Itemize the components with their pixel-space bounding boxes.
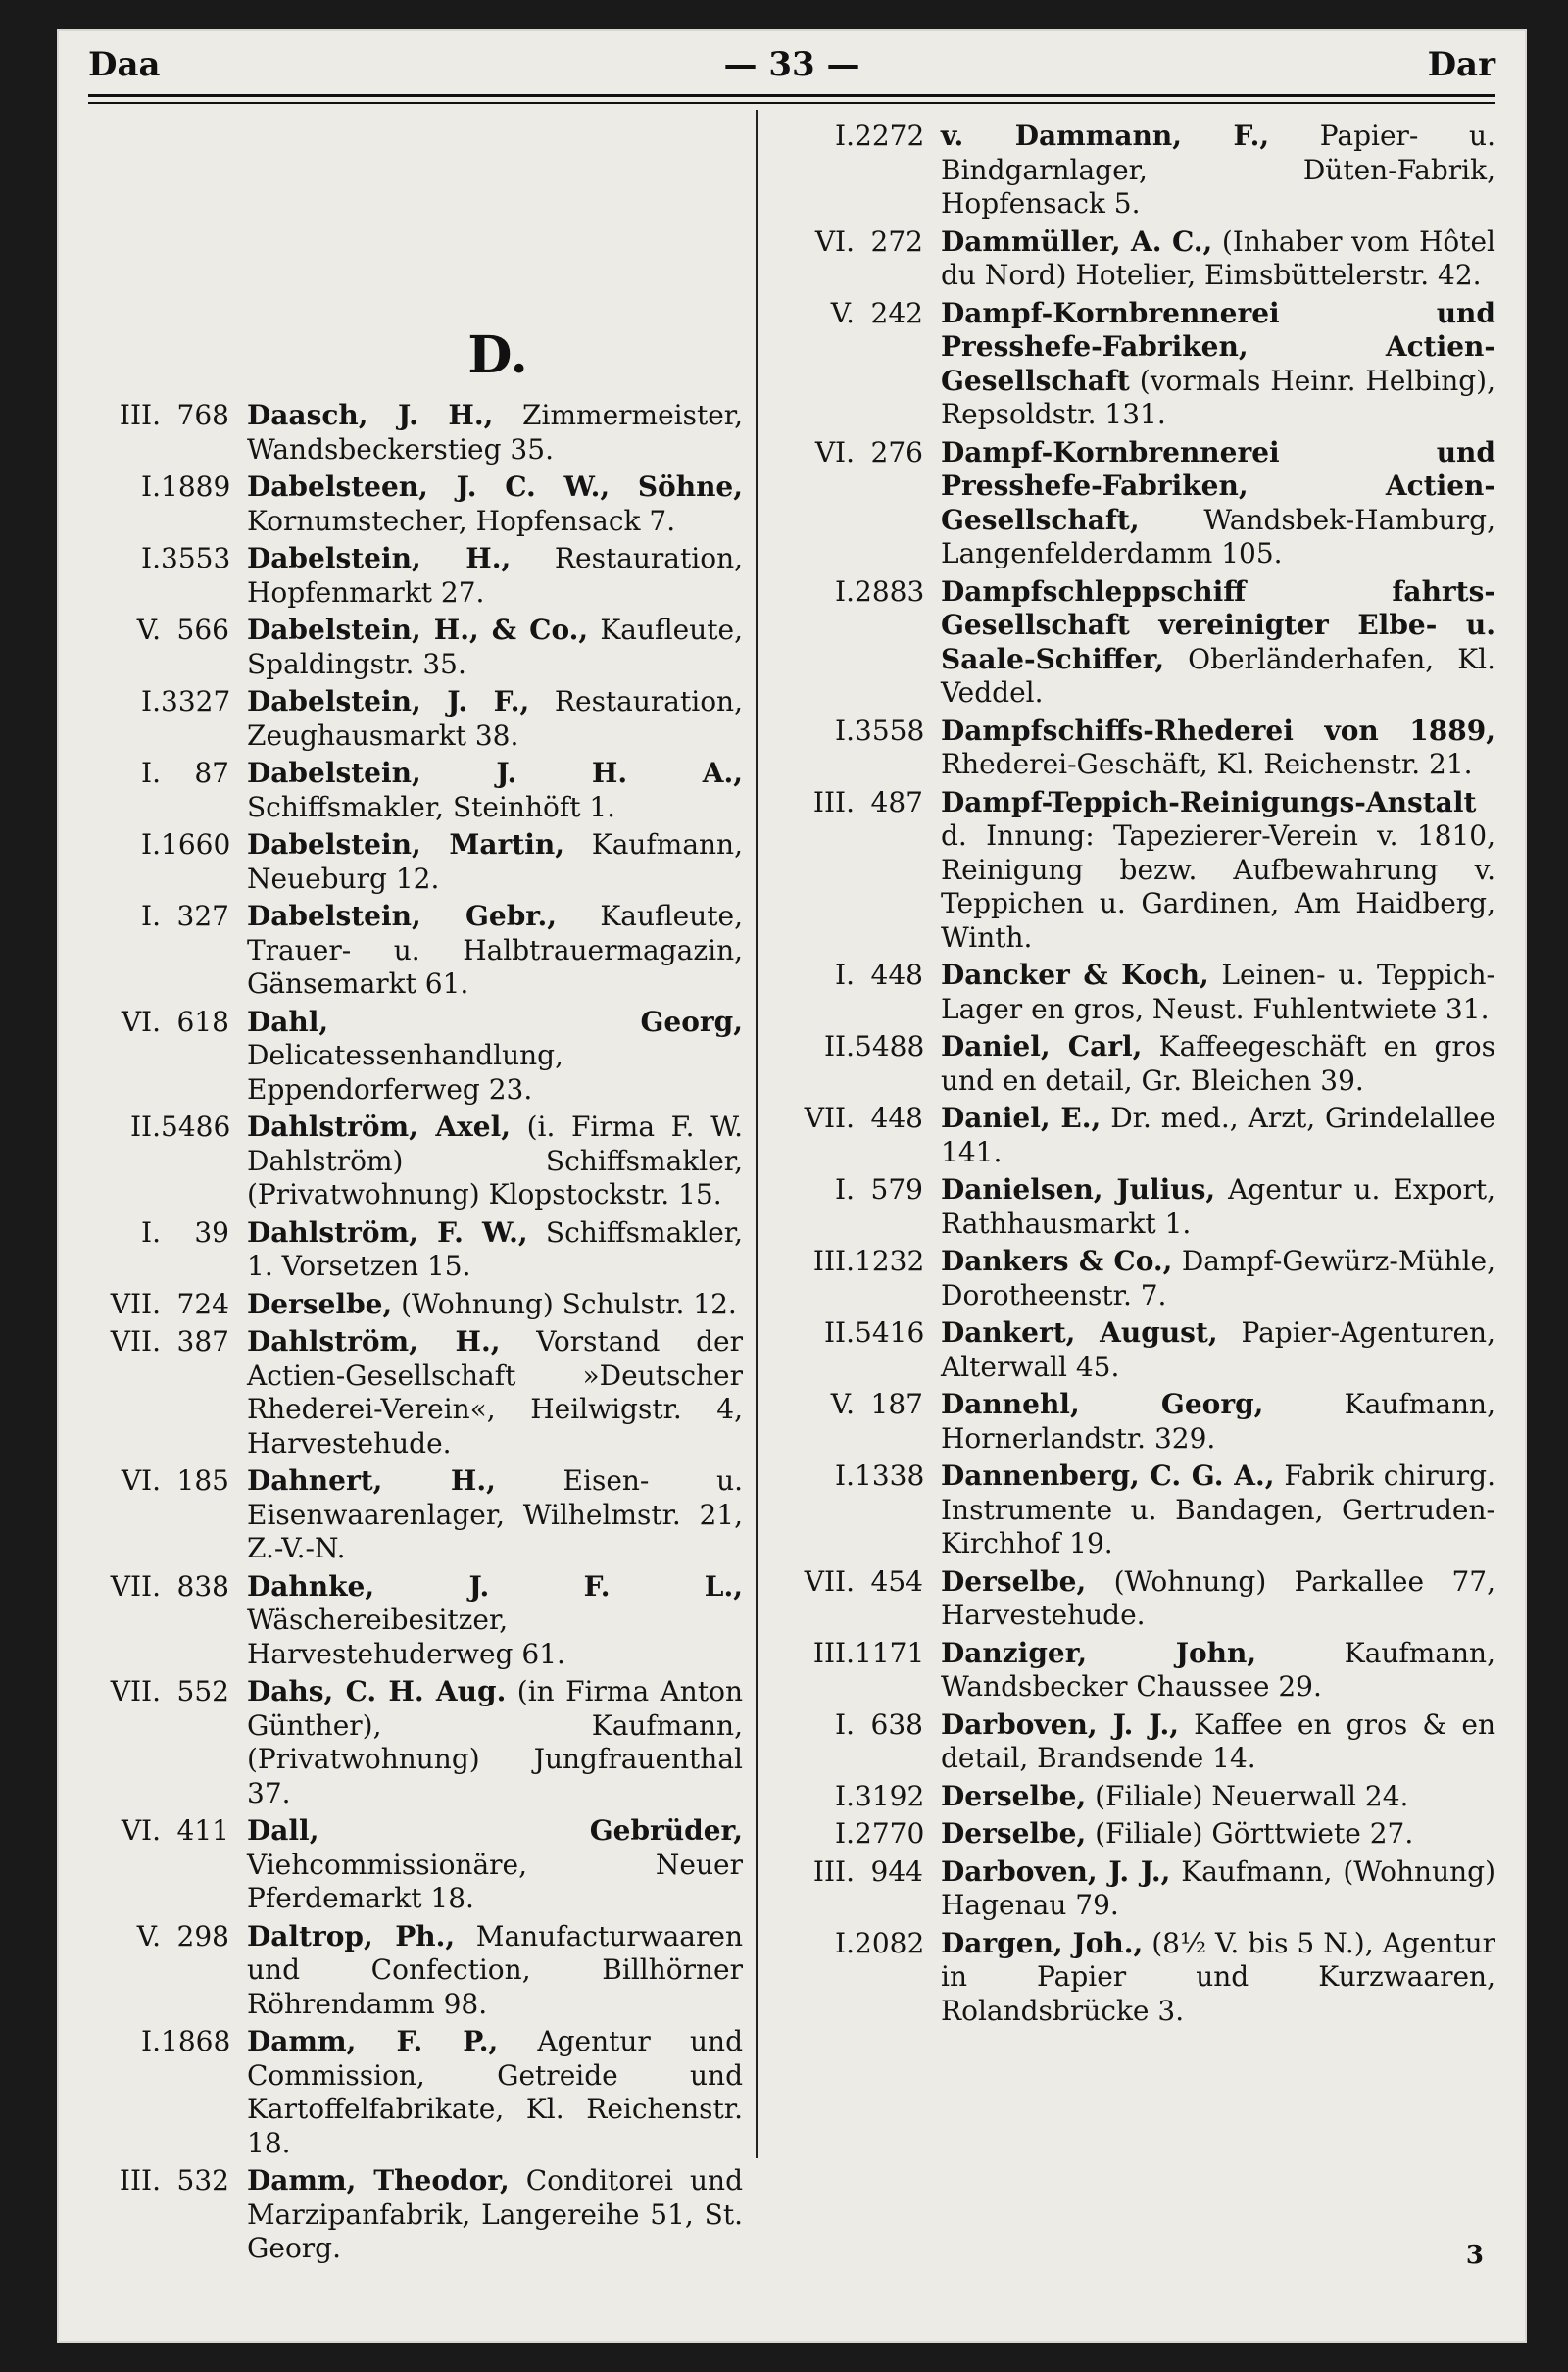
- entry-text: [941, 436, 1495, 571]
- entry-text: [941, 1780, 1495, 1814]
- entry-details: (Filiale) Neuerwall 24.: [1086, 1779, 1409, 1812]
- entry-number: 242: [870, 296, 923, 329]
- entry-details: Zimmermeister, Wandsbeckerstieg 35.: [247, 399, 743, 466]
- header-left-keyword: Daa: [88, 45, 161, 84]
- directory-entry: [770, 1102, 1495, 1169]
- entry-text: [247, 399, 743, 467]
- entry-details: Schiffsmakler, Steinhöft 1.: [247, 790, 616, 823]
- entry-district: V.: [136, 614, 161, 646]
- entry-number: 1338: [855, 1459, 925, 1492]
- directory-entry: [76, 2025, 743, 2160]
- section-letter: D.: [467, 325, 528, 385]
- directory-entry: [770, 1708, 1495, 1776]
- directory-entry: [76, 1814, 743, 1916]
- entry-name: Derselbe,: [941, 1564, 1087, 1598]
- entry-district: VI.: [121, 1005, 161, 1038]
- entry-name: Dahnert, H.,: [247, 1464, 496, 1497]
- entry-district: I.: [141, 470, 161, 503]
- entry-number: 944: [870, 1854, 923, 1888]
- entry-details: Delicatessenhandlung, Eppendorferweg 23.: [247, 1039, 564, 1106]
- entry-name: Dabelstein, H.,: [247, 542, 512, 574]
- directory-entry: [770, 1927, 1495, 2029]
- entry-name: Dahlström, Axel,: [247, 1111, 511, 1143]
- entry-district: VI.: [814, 435, 855, 469]
- entry-district: III.: [119, 2164, 161, 2197]
- directory-entry: [770, 1245, 1495, 1312]
- directory-entry: [770, 1316, 1495, 1384]
- directory-entry: [770, 959, 1495, 1026]
- entry-text: [247, 1920, 743, 2022]
- entry-name: Dannenberg, C. G. A.,: [941, 1459, 1275, 1492]
- entry-text: [941, 120, 1495, 222]
- header-rule-thin: [88, 102, 1495, 104]
- entry-district: III.: [812, 1854, 855, 1888]
- entry-details: Fabrik chirurg. Instrumente u. Bandagen, Gertruden-Kirchhof 19.: [941, 1459, 1495, 1559]
- entry-number: 532: [176, 2164, 229, 2197]
- entry-district: I.: [141, 542, 161, 574]
- entry-name: Daniel, Carl,: [941, 1030, 1143, 1062]
- entry-text: [247, 1216, 743, 1284]
- entry-details: Wandsbek-Hamburg, Langenfelderdamm 105.: [941, 503, 1495, 569]
- entry-district: II.: [823, 1316, 855, 1349]
- entry-details: Oberländerhafen, Kl. Veddel.: [941, 642, 1495, 709]
- entry-district: I.: [141, 1215, 161, 1249]
- entry-text: [247, 1570, 743, 1672]
- directory-entry: [770, 1780, 1495, 1814]
- entry-text: [941, 1173, 1495, 1241]
- entry-district: III.: [812, 1636, 855, 1669]
- entry-text: [247, 1288, 743, 1322]
- entry-number: 2770: [855, 1817, 925, 1850]
- directory-entry: [76, 685, 743, 753]
- entry-district: I.: [835, 1707, 855, 1741]
- entry-details: Papier-Agenturen, Alterwall 45.: [941, 1316, 1495, 1383]
- entry-number: 1868: [161, 2025, 231, 2057]
- directory-entry: [770, 225, 1495, 293]
- entry-district: I.: [835, 120, 855, 152]
- entry-details: (i. Firma F. W. Dahlström) Schiffsmakler, (Privatwohnung) Klopstockstr. 15.: [247, 1111, 743, 1211]
- entry-number: 39: [194, 1215, 229, 1249]
- directory-entry: [76, 1675, 743, 1810]
- entry-number: 3192: [855, 1779, 925, 1812]
- entry-details: (Inhaber vom Hôtel du Nord) Hotelier, Eimsbüttelerstr. 42.: [941, 224, 1495, 291]
- entry-details: Agentur u. Export, Rathhausmarkt 1.: [941, 1173, 1495, 1240]
- entry-details: Kaufmann, (Wohnung) Hagenau 79.: [941, 1854, 1495, 1921]
- directory-page: [57, 29, 1527, 2343]
- entry-text: [247, 542, 743, 610]
- entry-text: [941, 297, 1495, 432]
- directory-entry: [770, 1855, 1495, 1923]
- entry-text: [247, 1675, 743, 1810]
- entry-name: Damm, F. P.,: [247, 2025, 499, 2057]
- entry-district: I.: [835, 714, 855, 747]
- entry-text: [941, 1708, 1495, 1776]
- right-column: [770, 120, 1495, 2032]
- entry-details: Manufacturwaaren und Confection, Billhörner Röhrendamm 98.: [247, 1919, 743, 2020]
- directory-entry: [76, 1216, 743, 1284]
- entry-name: Derselbe,: [941, 1779, 1087, 1812]
- entry-district: V.: [136, 1919, 161, 1952]
- left-entry-list: [76, 399, 743, 2266]
- entry-text: [941, 1565, 1495, 1633]
- directory-entry: [770, 1637, 1495, 1705]
- directory-entry: [770, 120, 1495, 222]
- entry-name: Derselbe,: [941, 1817, 1087, 1850]
- entry-details: Kaufleute, Spaldingstr. 35.: [247, 614, 743, 680]
- entry-number: 487: [870, 785, 923, 818]
- entry-number: 3558: [855, 714, 925, 747]
- entry-number: 454: [870, 1564, 923, 1598]
- entry-details: Leinen- u. Teppich-Lager en gros, Neust. Fuhlentwiete 31.: [941, 959, 1496, 1025]
- entry-district: VII.: [110, 1325, 161, 1358]
- entry-name: Dampfschiffs-Rhederei von 1889,: [941, 714, 1495, 747]
- entry-text: [941, 1102, 1495, 1169]
- directory-entry: [76, 900, 743, 1002]
- entry-district: VII.: [110, 1675, 161, 1707]
- entry-district: VII.: [110, 1569, 161, 1603]
- entry-number: 618: [176, 1005, 229, 1038]
- entry-number: 411: [176, 1814, 229, 1847]
- entry-text: [247, 1464, 743, 1566]
- entry-details: Kaufleute, Trauer- u. Halbtrauermagazin, Gänsemarkt 61.: [247, 900, 744, 1000]
- entry-number: 5486: [161, 1111, 231, 1143]
- entry-text: [941, 1459, 1495, 1561]
- entry-details: Schiffsmakler, 1. Vorsetzen 15.: [247, 1215, 743, 1282]
- entry-name: Dabelsteen, J. C. W., Söhne,: [247, 470, 743, 503]
- entry-details: Papier- u. Bindgarnlager, Düten-Fabrik, Hopfensack 5.: [941, 120, 1495, 220]
- entry-district: I.: [141, 828, 161, 861]
- entry-text: [941, 1030, 1495, 1098]
- entry-district: II.: [129, 1111, 161, 1143]
- entry-name: Dahlström, F. W.,: [247, 1215, 528, 1249]
- column-divider: [756, 110, 758, 2158]
- entry-details: (8½ V. bis 5 N.), Agentur in Papier und Kurzwaaren, Rolandsbrücke 3.: [941, 1926, 1496, 2027]
- entry-name: Dabelstein, H., & Co.,: [247, 614, 589, 646]
- entry-number: 5416: [855, 1316, 925, 1349]
- left-column: [76, 120, 743, 2270]
- entry-district: VI.: [814, 224, 855, 258]
- entry-name: Dabelstein, J. H. A.,: [247, 757, 743, 789]
- entry-details: Rhederei-Geschäft, Kl. Reichenstr. 21.: [941, 748, 1473, 780]
- entry-text: [247, 685, 743, 753]
- entry-number: 5488: [855, 1030, 925, 1062]
- entry-details: Wäschereibesitzer, Harvestehuderweg 61.: [247, 1604, 565, 1670]
- directory-entry: [76, 1288, 743, 1322]
- entry-name: Derselbe,: [247, 1287, 393, 1320]
- entry-details: Dampf-Gewürz-Mühle, Dorotheenstr. 7.: [941, 1245, 1495, 1311]
- entry-number: 566: [176, 614, 229, 646]
- entry-number: 387: [176, 1325, 229, 1358]
- directory-entry: [76, 1006, 743, 1108]
- entry-name: Dahnke, J. F. L.,: [247, 1569, 743, 1603]
- entry-district: I.: [141, 2025, 161, 2057]
- entry-district: VII.: [804, 1102, 855, 1134]
- entry-text: [941, 1316, 1495, 1384]
- entry-district: V.: [830, 296, 855, 329]
- entry-text: [941, 715, 1495, 782]
- entry-number: 298: [176, 1919, 229, 1952]
- entry-name: Dahl, Georg,: [247, 1005, 743, 1038]
- entry-district: III.: [119, 399, 161, 431]
- entry-text: [247, 757, 743, 824]
- directory-entry: [76, 1464, 743, 1566]
- entry-district: I.: [141, 900, 161, 932]
- entry-text: [247, 2025, 743, 2160]
- entry-number: 638: [870, 1707, 923, 1741]
- entry-details: Kornumstecher, Hopfensack 7.: [247, 504, 676, 537]
- entry-district: VII.: [804, 1564, 855, 1598]
- directory-entry: [76, 399, 743, 467]
- entry-number: 552: [176, 1675, 229, 1707]
- entry-details: Restauration, Zeughausmarkt 38.: [247, 685, 743, 752]
- entry-text: [247, 2164, 743, 2266]
- entry-district: I.: [835, 1817, 855, 1850]
- entry-details: Kaufmann, Hornerlandstr. 329.: [941, 1388, 1495, 1455]
- directory-entry: [770, 1388, 1495, 1456]
- entry-text: [247, 470, 743, 538]
- entry-name: Dall, Gebrüder,: [247, 1814, 743, 1847]
- entry-text: [941, 1637, 1495, 1705]
- entry-text: [941, 1388, 1495, 1456]
- entry-name: Dahs, C. H. Aug.: [247, 1675, 507, 1707]
- entry-district: VI.: [121, 1814, 161, 1847]
- entry-text: [247, 900, 743, 1002]
- header-right-keyword: Dar: [1427, 45, 1495, 84]
- entry-details: (vormals Heinr. Helbing), Repsoldstr. 131.: [941, 364, 1495, 430]
- entry-district: I.: [835, 574, 855, 608]
- entry-details: Dr. med., Arzt, Grindelallee 141.: [941, 1102, 1495, 1168]
- signature-mark: 3: [1465, 2241, 1484, 2270]
- directory-entry: [770, 1173, 1495, 1241]
- entry-name: Danielsen, Julius,: [941, 1173, 1216, 1206]
- entry-number: 1232: [855, 1245, 925, 1277]
- entry-details: Kaufmann, Wandsbecker Chaussee 29.: [941, 1636, 1495, 1703]
- entry-number: 276: [870, 435, 923, 469]
- entry-text: [247, 614, 743, 681]
- entry-text: [941, 575, 1495, 711]
- entry-name: Darboven, J. J.,: [941, 1707, 1179, 1741]
- directory-entry: [770, 786, 1495, 956]
- entry-details: Agentur und Commission, Getreide und Kartoffelfabrikate, Kl. Reichenstr. 18.: [247, 2025, 743, 2159]
- entry-name: Dankers & Co.,: [941, 1245, 1173, 1277]
- entry-number: 272: [870, 224, 923, 258]
- directory-entry: [76, 1570, 743, 1672]
- entry-number: 768: [176, 399, 229, 431]
- directory-entry: [76, 542, 743, 610]
- entry-name: Daltrop, Ph.,: [247, 1919, 456, 1952]
- directory-entry: [770, 575, 1495, 711]
- entry-text: [247, 1325, 743, 1460]
- entry-name: Dammüller, A. C.,: [941, 224, 1213, 258]
- entry-text: [941, 1817, 1495, 1852]
- entry-name: Danziger, John,: [941, 1636, 1257, 1669]
- entry-details: Viehcommissionäre, Neuer Pferdemarkt 18.: [247, 1848, 743, 1914]
- directory-entry: [76, 1325, 743, 1460]
- entry-text: [941, 1927, 1495, 2029]
- entry-district: I.: [835, 1926, 855, 1959]
- directory-entry: [76, 614, 743, 681]
- entry-text: [247, 828, 743, 896]
- entry-name: Damm, Theodor,: [247, 2164, 510, 2197]
- entry-number: 838: [176, 1569, 229, 1603]
- directory-entry: [76, 1111, 743, 1212]
- directory-entry: [76, 1920, 743, 2022]
- entry-name: Dabelstein, Gebr.,: [247, 900, 557, 932]
- entry-name: Dargen, Joh.,: [941, 1926, 1144, 1959]
- entry-name: Dabelstein, Martin,: [247, 828, 564, 861]
- entry-name: Daasch, J. H.,: [247, 399, 494, 431]
- entry-district: II.: [823, 1030, 855, 1062]
- entry-district: III.: [812, 1245, 855, 1277]
- entry-text: [941, 225, 1495, 293]
- entry-number: 2272: [855, 120, 925, 152]
- entry-number: 1660: [161, 828, 231, 861]
- entry-text: [247, 1814, 743, 1916]
- directory-entry: [770, 436, 1495, 571]
- entry-name: Darboven, J. J.,: [941, 1854, 1171, 1888]
- header-rule-thick: [88, 94, 1495, 97]
- entry-name: Dannehl, Georg,: [941, 1388, 1264, 1420]
- entry-name: Dancker & Koch,: [941, 959, 1209, 991]
- entry-district: I.: [835, 1173, 855, 1206]
- entry-details: Eisen- u. Eisenwaarenlager, Wilhelmstr. 21, Z.-V.-N.: [247, 1464, 743, 1564]
- entry-details: Restauration, Hopfenmarkt 27.: [247, 542, 743, 609]
- entry-district: VII.: [110, 1287, 161, 1320]
- entry-district: I.: [141, 757, 161, 789]
- entry-district: VI.: [121, 1464, 161, 1497]
- directory-entry: [770, 715, 1495, 782]
- entry-number: 2883: [855, 574, 925, 608]
- entry-text: [941, 786, 1495, 956]
- entry-number: 724: [176, 1287, 229, 1320]
- entry-district: I.: [835, 1779, 855, 1812]
- entry-district: I.: [835, 1459, 855, 1492]
- entry-details: Kaffee en gros & en detail, Brandsende 14.: [941, 1707, 1496, 1774]
- directory-entry: [76, 2164, 743, 2266]
- directory-entry: [76, 828, 743, 896]
- entry-number: 187: [870, 1388, 923, 1420]
- entry-details: Kaufmann, Neueburg 12.: [247, 828, 743, 895]
- entry-number: 1171: [855, 1636, 925, 1669]
- entry-details: Conditorei und Marzipanfabrik, Langereihe 51, St. Georg.: [247, 2164, 743, 2264]
- entry-district: I.: [141, 685, 161, 717]
- entry-number: 3327: [161, 685, 231, 717]
- entry-details: (Wohnung) Schulstr. 12.: [392, 1287, 737, 1320]
- entry-text: [941, 959, 1495, 1026]
- directory-entry: [770, 1817, 1495, 1852]
- entry-number: 579: [870, 1173, 923, 1206]
- entry-details: d. Innung: Tapezierer-Verein v. 1810, Reinigung bezw. Aufbewahrung v. Teppichen u. Gardinen, Am Haidberg, Winth.: [941, 819, 1495, 954]
- entry-number: 1889: [161, 470, 231, 503]
- page-number: — 33 —: [723, 45, 860, 84]
- entry-district: V.: [830, 1388, 855, 1420]
- directory-entry: [770, 1030, 1495, 1098]
- entry-details: Kaffeegeschäft en gros und en detail, Gr. Bleichen 39.: [941, 1030, 1495, 1097]
- entry-number: 2082: [855, 1926, 925, 1959]
- entry-text: [941, 1245, 1495, 1312]
- entry-details: (in Firma Anton Günther), Kaufmann, (Privatwohnung) Jungfrauenthal 37.: [247, 1675, 743, 1809]
- entry-district: I.: [835, 959, 855, 991]
- entry-name: Dampf-Kornbrennerei und Presshefe-Fabriken, Actien-Gesellschaft: [941, 296, 1495, 397]
- entry-name: Dabelstein, J. F.,: [247, 685, 530, 717]
- entry-number: 185: [176, 1464, 229, 1497]
- entry-name: Dampfschleppschiff fahrts-Gesellschaft vereinigter Elbe- u. Saale-Schiffer,: [941, 574, 1495, 675]
- entry-number: 448: [870, 959, 923, 991]
- directory-entry: [76, 470, 743, 538]
- entry-number: 327: [176, 900, 229, 932]
- entry-name: Dankert, August,: [941, 1316, 1218, 1349]
- directory-entry: [770, 297, 1495, 432]
- entry-name: Dahlström, H.,: [247, 1325, 501, 1358]
- directory-entry: [770, 1565, 1495, 1633]
- entry-text: [941, 1855, 1495, 1923]
- right-entry-list: [770, 120, 1495, 2028]
- entry-name: Daniel, E.,: [941, 1102, 1102, 1134]
- entry-name: Dampf-Kornbrennerei und Presshefe-Fabriken, Actien-Gesellschaft,: [941, 435, 1495, 536]
- entry-text: [247, 1006, 743, 1108]
- entry-details: (Wohnung) Parkallee 77, Harvestehude.: [941, 1564, 1495, 1631]
- entry-number: 3553: [161, 542, 231, 574]
- entry-name: v. Dammann, F.,: [941, 120, 1270, 152]
- entry-text: [247, 1111, 743, 1212]
- directory-entry: [76, 757, 743, 824]
- entry-details: Vorstand der Actien-Gesellschaft »Deutscher Rhederei-Verein«, Heilwigstr. 4, Harvestehude.: [247, 1325, 743, 1459]
- directory-entry: [770, 1459, 1495, 1561]
- entry-name: Dampf-Teppich-Reinigungs-Anstalt: [941, 785, 1477, 818]
- entry-number: 87: [194, 757, 229, 789]
- entry-district: III.: [812, 785, 855, 818]
- entry-number: 448: [870, 1102, 923, 1134]
- entry-details: (Filiale) Görttwiete 27.: [1086, 1817, 1414, 1850]
